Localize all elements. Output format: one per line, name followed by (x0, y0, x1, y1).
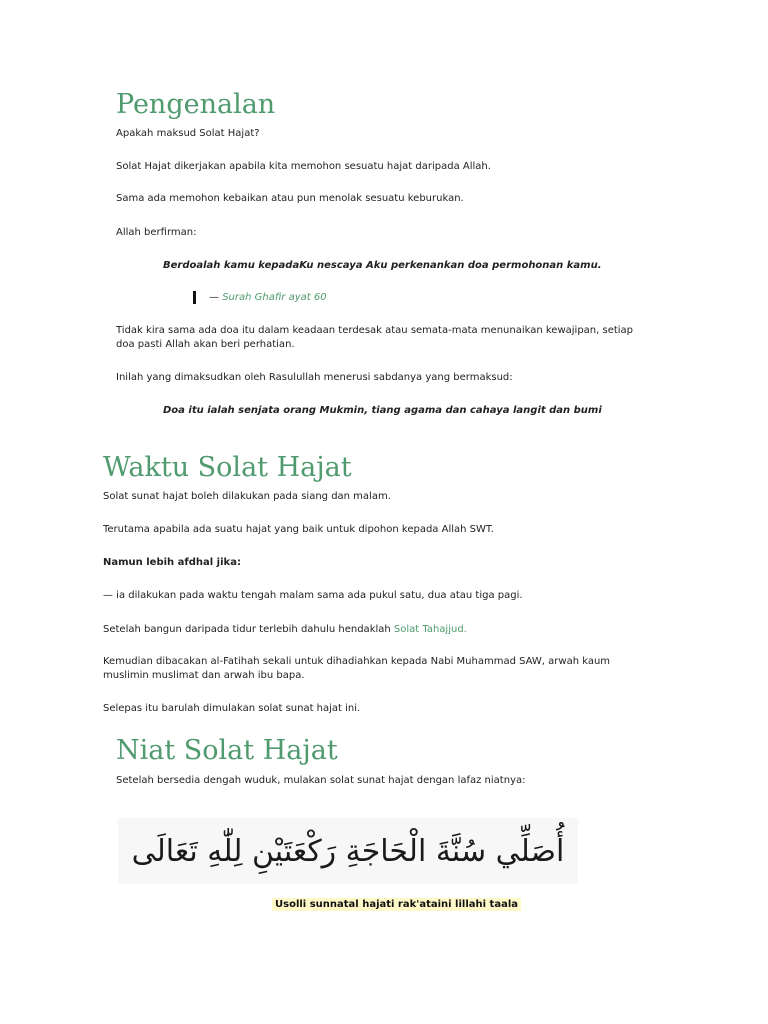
paragraph: — ia dilakukan pada waktu tengah malam sama ada pukul satu, dua atau tiga pagi. (103, 590, 523, 601)
quote-bar (193, 291, 196, 304)
paragraph: Kemudian dibacakan al-Fatihah sekali untuk dihadiahkan kepada Nabi Muhammad SAW, arwah kaum muslimin muslimat dan arwah ibu bapa. (103, 656, 611, 681)
paragraph: Allah berfirman: (116, 227, 197, 238)
link-solat-tahajjud[interactable]: Solat Tahajjud. (393, 624, 467, 635)
paragraph: Tidak kira sama ada doa itu dalam keadaan terdesak atau semata-mata menunaikan kewajipan, setiap doa pasti Allah akan beri perhatian. (116, 325, 634, 350)
heading-niat: Niat Solat Hajat (116, 735, 338, 766)
paragraph: Solat Hajat dikerjakan apabila kita memohon sesuatu hajat daripada Allah. (116, 161, 491, 172)
heading-waktu: Waktu Solat Hajat (103, 452, 352, 483)
paragraph: Selepas itu barulah dimulakan solat sunat hajat ini. (103, 703, 361, 714)
text: Setelah bangun daripada tidur terlebih dahulu hendaklah (103, 624, 394, 635)
paragraph: Solat sunat hajat boleh dilakukan pada siang dan malam. (103, 491, 391, 502)
citation (209, 291, 327, 305)
heading-pengenalan: Pengenalan (116, 89, 276, 120)
paragraph: Sama ada memohon kebaikan atau pun menolak sesuatu keburukan. (116, 193, 464, 204)
quote-ayat: Berdoalah kamu kepadaKu nescaya Aku perkenankan doa permohonan kamu. (163, 260, 602, 271)
paragraph: Apakah maksud Solat Hajat? (116, 128, 260, 139)
paragraph: Setelah bersedia dengah wuduk, mulakan solat sunat hajat dengan lafaz niatnya: (116, 775, 526, 786)
citation-dash: — (209, 292, 219, 303)
paragraph (103, 623, 663, 637)
paragraph: Terutama apabila ada suatu hajat yang baik untuk dipohon kepada Allah SWT. (103, 524, 494, 535)
paragraph-bold: Namun lebih afdhal jika: (103, 557, 241, 568)
arabic-niat-text: أُصَلِّي سُنَّةَ الْحَاجَةِ رَكْعَتَيْنِ لِلّٰهِ تَعَالَى (131, 833, 565, 869)
quote-hadith: Doa itu ialah senjata orang Mukmin, tiang agama dan cahaya langit dan bumi (163, 405, 602, 416)
arabic-niat-image (118, 818, 578, 884)
citation-source: Surah Ghafir ayat 60 (222, 292, 327, 303)
paragraph: Inilah yang dimaksudkan oleh Rasulullah menerusi sabdanya yang bermaksud: (116, 372, 513, 383)
niat-transliteration: Usolli sunnatal hajati rak'ataini lillahi taala (272, 898, 521, 911)
